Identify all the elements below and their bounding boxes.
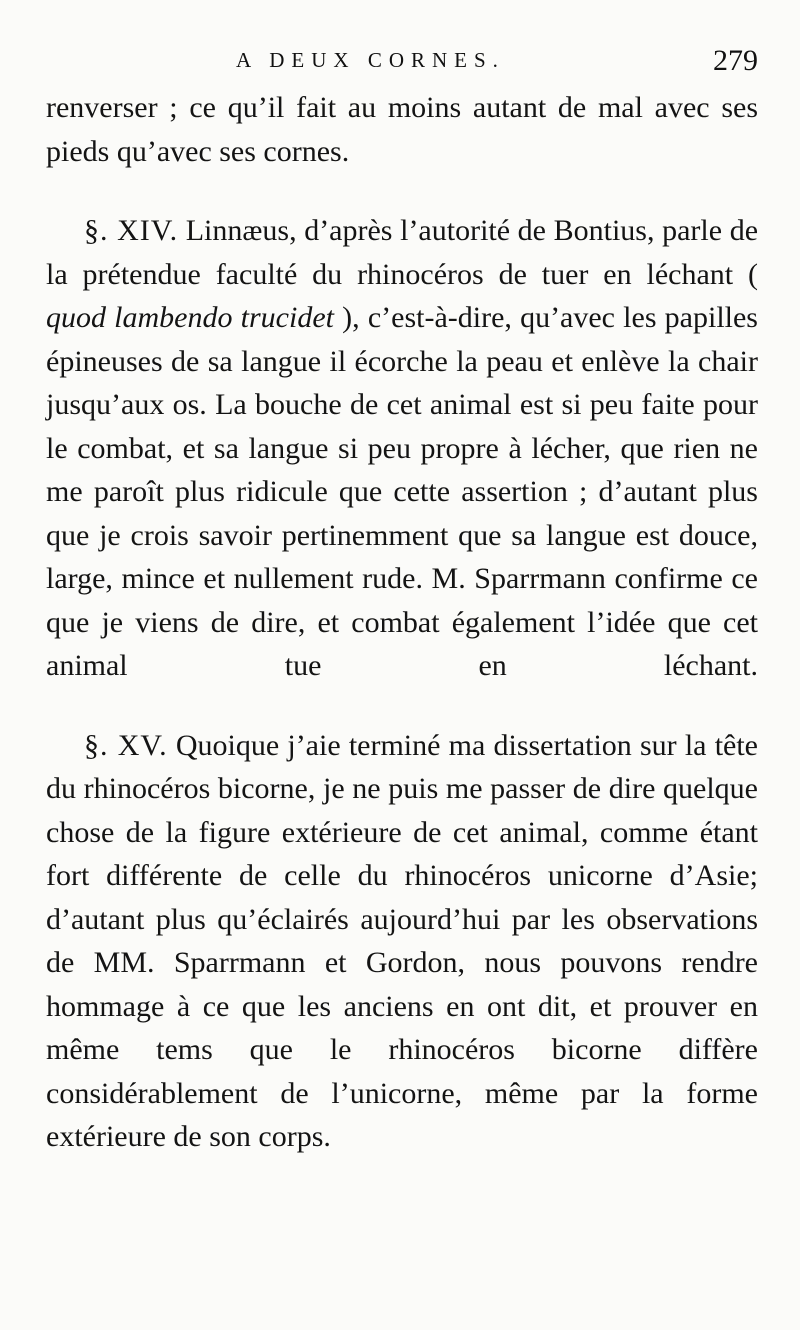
body-text bbox=[46, 86, 758, 1159]
page-header bbox=[46, 44, 758, 78]
paragraph-section-xv bbox=[46, 724, 758, 1159]
section-marker: §. XIV. bbox=[84, 214, 179, 247]
page-number: 279 bbox=[713, 44, 758, 77]
paragraph-text-part: Linnæus, d’après l’autorité de Bontius, parle de la prétendue faculté du rhinocéros de tuer en léchant ( bbox=[46, 214, 759, 291]
paragraph-text: renverser ; ce qu’il fait au moins autant de mal avec ses pieds qu’avec ses cornes. bbox=[46, 91, 758, 168]
section-marker: §. XV. bbox=[84, 728, 168, 762]
paragraph-section-xiv bbox=[46, 209, 758, 688]
running-title: A DEUX CORNES. bbox=[236, 48, 505, 72]
paragraph-text: Quoique j’aie terminé ma dissertation sur la tête du rhinocéros bicorne, je ne puis me passer de dire quelque chose de la figure extérieure de cet animal, comme étant fort différente de celle du rhinocéros unicorne d’Asie; d’autant plus qu’éclairés aujourd’hui par les observations de MM. Sparrmann et Gordon, nous pouvons rendre hommage à ce que les anciens en ont dit, et prouver en même tems que le rhinocéros bicorne diffère considérablement de l’unicorne, même par la forme extérieure de son corps. bbox=[46, 728, 758, 1153]
paragraph-text-part: ), c’est-à-dire, qu’avec les papilles épineuses de sa langue il écorche la peau et enlève la chair jusqu’aux os. La bouche de cet animal est si peu faite pour le combat, et sa langue si peu propre à lécher, que rien ne me paroît plus ridicule que cette assertion ; d’autant plus que je crois savoir pertinemment que sa langue est douce, large, mince et nullement rude. M. Sparrmann confirme ce que je viens de dire, et combat également l’idée que cet animal tue en léchant. bbox=[46, 301, 758, 682]
paragraph-continuation bbox=[46, 86, 758, 173]
latin-quotation: quod lambendo trucidet bbox=[46, 301, 334, 334]
